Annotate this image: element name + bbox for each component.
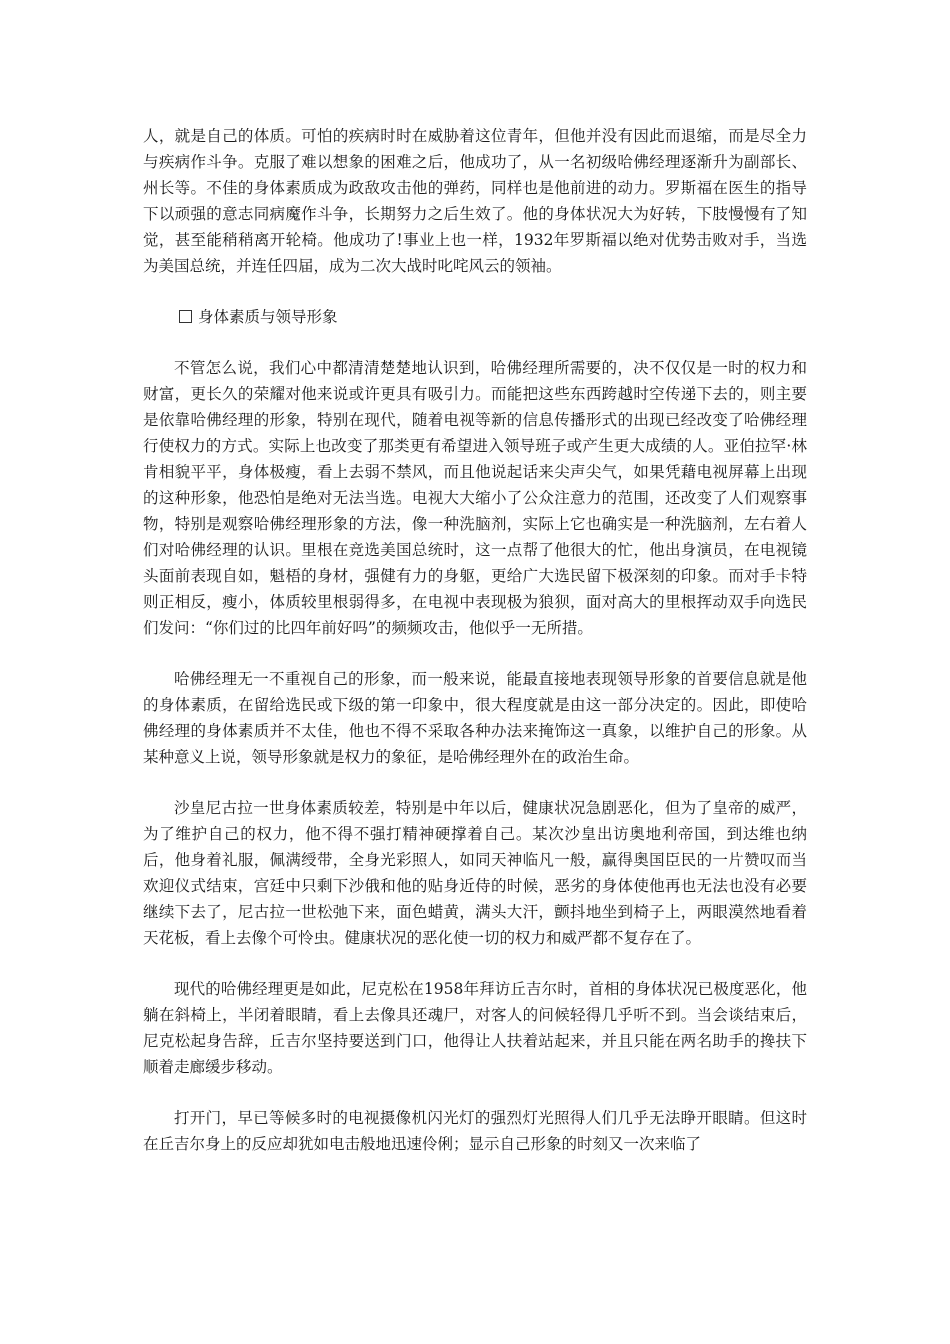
section-heading: [143, 304, 807, 330]
paragraph-nicholas: 沙皇尼古拉一世身体素质较差，特别是中年以后，健康状况急剧恶化，但为了皇帝的威严，为了维护自己的权力，他不得不强打精神硬撑着自己。某次沙皇出访奥地利帝国，到达维也纳后，他身着礼服，佩满绶带，全身光彩照人，如同天神临凡一般，赢得奥国臣民的一片赞叹而当欢迎仪式结束，宫廷中只剩下沙俄和他的贴身近侍的时候，恶劣的身体使他再也无法也没有必要继续下去了，尼古拉一世松弛下来，面色蜡黄，满头大汗，颤抖地坐到椅子上，两眼漠然地看着天花板，看上去像个可怜虫。健康状况的恶化使一切的权力和威严都不复存在了。: [143, 799, 807, 947]
paragraph-body-quality: 哈佛经理无一不重视自己的形象，而一般来说，能最直接地表现领导形象的首要信息就是他的身体素质，在留给选民或下级的第一印象中，很大程度就是由这一部分决定的。因此，即使哈佛经理的身体素质并不太佳，他也不得不采取各种办法来掩饰这一真象，以维护自己的形象。从某种意义上说，领导形象就是权力的象征，是哈佛经理外在的政治生命。: [143, 670, 807, 766]
paragraph-nixon-churchill: 现代的哈佛经理更是如此，尼克松在1958年拜访丘吉尔时，首相的身体状况已极度恶化，他躺在斜椅上，半闭着眼睛，看上去像具还魂尸，对客人的问候轻得几乎听不到。当会谈结束后，尼克松起身告辞，丘吉尔坚持要送到门口，他得让人扶着站起来，并且只能在两名助手的搀扶下顺着走廊缓步移动。: [143, 980, 807, 1076]
paragraph-image-importance: 不管怎么说，我们心中都清清楚楚地认识到，哈佛经理所需要的，决不仅仅是一时的权力和财富，更长久的荣耀对他来说或许更具有吸引力。而能把这些东西跨越时空传递下去的，则主要是依靠哈佛经理的形象，特别在现代，随着电视等新的信息传播形式的出现已经改变了哈佛经理行使权力的方式。实际上也改变了那类更有希望进入领导班子或产生更大成绩的人。亚伯拉罕·林肯相貌平平，身体极瘦，看上去弱不禁风，而且他说起话来尖声尖气，如果凭藉电视屏幕上出现的这种形象，他恐怕是绝对无法当选。电视大大缩小了公众注意力的范围，还改变了人们观察事物，特别是观察哈佛经理形象的方法，像一种洗脑剂，实际上它也确实是一种洗脑剂，左右着人们对哈佛经理的认识。里根在竞选美国总统时，这一点帮了他很大的忙，他出身演员，在电视镜头面前表现自如，魁梧的身材，强健有力的身躯，更给广大选民留下极深刻的印象。而对手卡特则正相反，瘦小，体质较里根弱得多，在电视中表现极为狼狈，面对高大的里根挥动双手向选民们发问：“你们过的比四年前好吗”的频频攻击，他似乎一无所措。: [143, 359, 807, 637]
paragraph-camera: 打开门，早已等候多时的电视摄像机闪光灯的强烈灯光照得人们几乎无法睁开眼睛。但这时在丘吉尔身上的反应却犹如电击般地迅速伶俐；显示自己形象的时刻又一次来临了: [143, 1109, 807, 1153]
document-page: [143, 123, 807, 1182]
checkbox-icon: [179, 310, 192, 323]
paragraph-roosevelt: 人，就是自己的体质。可怕的疾病时时在威胁着这位青年，但他并没有因此而退缩，而是尽全力与疾病作斗争。克服了难以想象的困难之后，他成功了，从一名初级哈佛经理逐渐升为副部长、州长等。不佳的身体素质成为政敌攻击他的弹药，同样也是他前进的动力。罗斯福在医生的指导下以顽强的意志同病魔作斗争，长期努力之后生效了。他的身体状况大为好转，下肢慢慢有了知觉，甚至能稍稍离开轮椅。他成功了!事业上也一样，1932年罗斯福以绝对优势击败对手，当选为美国总统，并连任四届，成为二次大战时叱咤风云的领袖。: [143, 127, 807, 275]
section-heading-text: 身体素质与领导形象: [198, 308, 338, 326]
